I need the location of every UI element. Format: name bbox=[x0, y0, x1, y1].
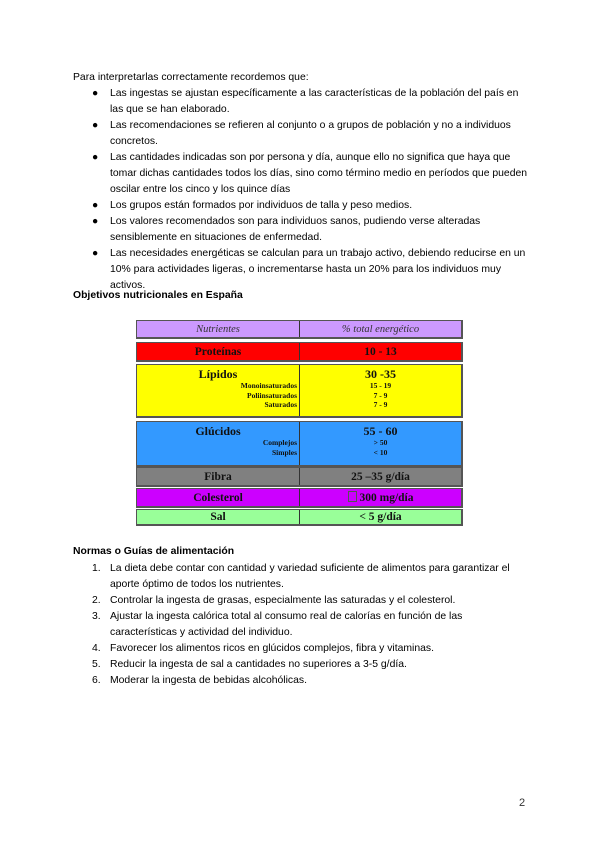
list-item-text: Las ingestas se ajustan específicamente a las características de la población del país en las que se han elaborado. bbox=[110, 88, 519, 115]
nutrient-value: 55 - 60 bbox=[363, 424, 398, 438]
nutrient-value: 10 - 13 bbox=[364, 346, 397, 358]
list-number: 4. bbox=[92, 643, 101, 654]
bullet-icon: ● bbox=[92, 120, 99, 131]
list-item-text: Ajustar la ingesta calórica total al consumo real de calorías en función de las características y actividad del individuo. bbox=[110, 611, 463, 638]
table-row-colesterol bbox=[136, 488, 463, 508]
nutrient-value: 300 mg/día bbox=[359, 492, 414, 504]
list-number: 2. bbox=[92, 595, 101, 606]
list-item-text: Los grupos están formados por individuos de talla y peso medios. bbox=[110, 200, 413, 211]
nutrient-value: < 5 g/día bbox=[359, 511, 402, 523]
sub-nutrient-name: Poliinsaturados bbox=[246, 390, 297, 400]
list-number: 5. bbox=[92, 659, 101, 670]
nutrient-name: Colesterol bbox=[137, 489, 300, 506]
list-item-text: Los valores recomendados son para individuos sanos, pudiendo verse alteradas sensiblemente en situaciones de enfermedad. bbox=[110, 216, 481, 243]
nutrient-value: 25 –35 g/día bbox=[351, 471, 410, 483]
nutrient-value: 30 -35 bbox=[365, 367, 396, 381]
list-item bbox=[92, 86, 532, 118]
table-row-proteinas bbox=[136, 342, 463, 362]
list-number: 1. bbox=[92, 563, 101, 574]
bullet-icon: ● bbox=[92, 88, 99, 99]
list-item bbox=[92, 641, 532, 657]
list-item bbox=[92, 150, 532, 198]
table-row-lipidos bbox=[136, 364, 463, 418]
list-item bbox=[92, 214, 532, 246]
list-item-text: Favorecer los alimentos ricos en glúcidos complejos, fibra y vitaminas. bbox=[110, 643, 434, 654]
list-item-text: Moderar la ingesta de bebidas alcohólicas. bbox=[110, 675, 307, 686]
section-title-objetivos: Objetivos nutricionales en España bbox=[73, 290, 243, 301]
sub-nutrient-name: Saturados bbox=[264, 400, 297, 409]
list-item bbox=[92, 198, 532, 214]
table-row-sal bbox=[136, 509, 463, 526]
nutrient-name: Glúcidos bbox=[195, 424, 241, 438]
list-item bbox=[92, 657, 532, 673]
list-item bbox=[92, 561, 532, 593]
nutrient-name: Sal bbox=[137, 510, 300, 524]
sub-nutrient-name: Simples bbox=[271, 447, 297, 457]
recommendations-list bbox=[92, 86, 532, 294]
sub-nutrient-value: 7 - 9 bbox=[373, 400, 388, 409]
section-title-normas: Normas o Guías de alimentación bbox=[73, 546, 235, 557]
sub-nutrient-name: Monoinsaturados bbox=[240, 381, 297, 390]
norms-list bbox=[92, 561, 532, 689]
list-item-text: Reducir la ingesta de sal a cantidades no superiores a 3-5 g/día. bbox=[110, 659, 407, 670]
list-number: 3. bbox=[92, 611, 101, 622]
sub-nutrient-value: 15 - 19 bbox=[369, 381, 392, 390]
list-item-text: Controlar la ingesta de grasas, especialmente las saturadas y el colesterol. bbox=[110, 595, 456, 606]
nutrient-name: Lípidos bbox=[198, 367, 238, 381]
nutrient-name: Fibra bbox=[137, 468, 300, 485]
list-item bbox=[92, 609, 532, 641]
list-item bbox=[92, 593, 532, 609]
bullet-icon: ● bbox=[92, 152, 99, 163]
table-row-fibra bbox=[136, 467, 463, 487]
nutrient-name: Proteínas bbox=[137, 343, 300, 360]
list-item-text: Las necesidades energéticas se calculan para un trabajo activo, debiendo reducirse en un 10% para actividades ligeras, o incrementarse hasta un 20% para los individuos muy activos. bbox=[110, 248, 526, 291]
header-nutrients: Nutrientes bbox=[137, 321, 300, 337]
sub-nutrient-name: Complejos bbox=[262, 438, 297, 447]
intro-text: Para interpretarlas correctamente recordemos que: bbox=[73, 72, 309, 83]
table-header-row bbox=[136, 320, 463, 339]
list-item bbox=[92, 246, 532, 294]
list-item-text: La dieta debe contar con cantidad y variedad suficiente de alimentos para garantizar el aporte óptimo de todos los nutrientes. bbox=[110, 563, 510, 590]
list-item bbox=[92, 118, 532, 150]
bullet-icon: ● bbox=[92, 200, 99, 211]
list-item bbox=[92, 673, 532, 689]
list-number: 6. bbox=[92, 675, 101, 686]
table-row-glucidos bbox=[136, 421, 463, 467]
bullet-icon: ● bbox=[92, 216, 99, 227]
sub-nutrient-value: 7 - 9 bbox=[373, 390, 388, 400]
sub-nutrient-value: > 50 bbox=[373, 438, 388, 447]
sub-nutrient-value: < 10 bbox=[373, 447, 388, 457]
bullet-icon: ● bbox=[92, 248, 99, 259]
page-number: 2 bbox=[519, 797, 526, 809]
list-item-text: Las recomendaciones se refieren al conjunto o a grupos de población y no a individuos concretos. bbox=[110, 120, 511, 147]
list-item-text: Las cantidades indicadas son por persona y día, aunque ello no significa que haya que tomar dichas cantidades todos los días, sino como término medio en períodos que pueden oscilar entre los cinco y los quince días bbox=[110, 152, 528, 195]
missing-glyph-icon bbox=[348, 491, 357, 502]
header-energy-percent: % total energético bbox=[341, 324, 420, 335]
